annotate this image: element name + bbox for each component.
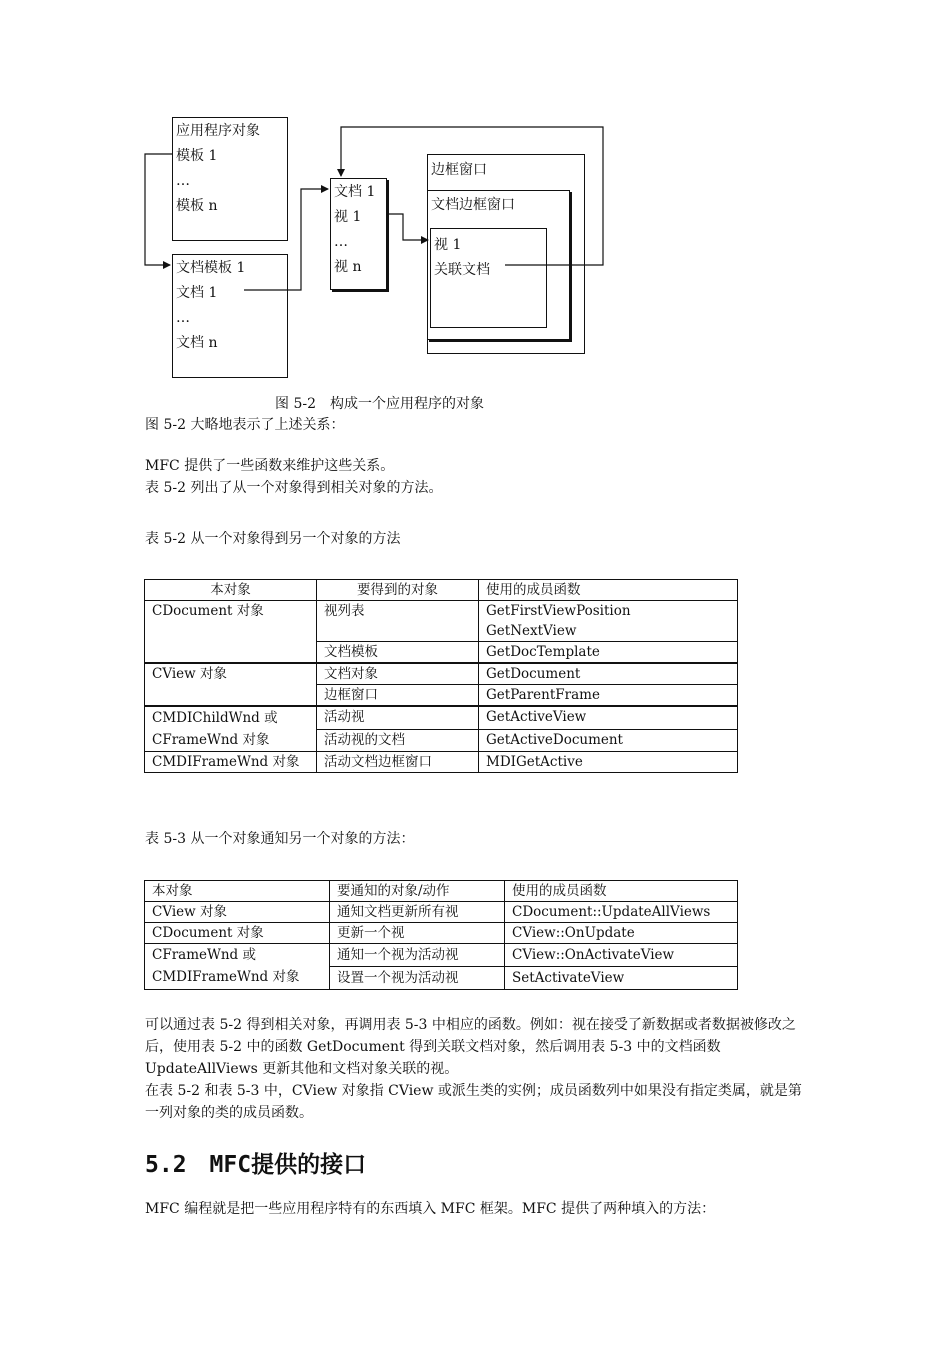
diagram-text: 模板 n xyxy=(176,198,218,214)
intro-line: 图 5-2 大略地表示了上述关系： xyxy=(145,417,345,433)
connector-view-to-viewbox xyxy=(387,214,428,240)
table-cell: GetActiveDocument xyxy=(479,729,738,751)
table-row xyxy=(145,706,738,729)
header-cell: 本对象 xyxy=(145,881,330,902)
diagram-text: 视 1 xyxy=(434,237,462,253)
object-methods-table xyxy=(144,579,738,773)
table-title: 表 5-2 从一个对象得到另一个对象的方法 xyxy=(145,531,401,547)
table-cell: GetDocument xyxy=(479,663,738,685)
intro-line: MFC 提供了一些函数来维护这些关系。 xyxy=(145,458,395,474)
table-header-row xyxy=(145,580,738,601)
table-cell: CView 对象 xyxy=(145,663,317,706)
table-cell: 活动视 xyxy=(317,706,479,729)
function-name: GetFirstViewPosition xyxy=(486,603,631,619)
table-row xyxy=(145,944,738,990)
cell-line: SetActivateView xyxy=(505,966,737,989)
connector-assoc-doc-to-document xyxy=(341,127,603,265)
table-cell: CMDIFrameWnd 对象 xyxy=(145,752,317,773)
table-row xyxy=(145,601,738,642)
header-cell: 要得到的对象 xyxy=(317,580,479,601)
cell-line: CMDIFrameWnd 对象 xyxy=(152,969,300,985)
table-cell: CDocument 对象 xyxy=(145,601,317,664)
diagram-text: 模板 1 xyxy=(176,148,218,164)
table-row xyxy=(145,902,738,923)
diagram-text: 应用程序对象 xyxy=(176,123,260,139)
table-cell: 边框窗口 xyxy=(317,685,479,707)
cell-line: CFrameWnd 对象 xyxy=(152,732,270,748)
cell-line: CView::OnActivateView xyxy=(512,947,675,963)
table-cell: 视列表 xyxy=(317,601,479,642)
intro-line: 表 5-2 列出了从一个对象得到相关对象的方法。 xyxy=(145,480,443,496)
cell-line: CMDIChildWnd 或 xyxy=(152,710,278,726)
table-row xyxy=(145,663,738,685)
section-text: MFC 编程就是把一些应用程序特有的东西填入 MFC 框架。MFC 提供了两种填入的方法： xyxy=(145,1201,716,1217)
table-cell: GetParentFrame xyxy=(479,685,738,707)
table-cell: GetActiveView xyxy=(479,706,738,729)
table-cell xyxy=(145,706,317,752)
table-cell: CDocument 对象 xyxy=(145,923,330,944)
table-cell: 通知文档更新所有视 xyxy=(330,902,505,923)
cell-line: 设置一个视为活动视 xyxy=(330,966,504,989)
diagram-text: 关联文档 xyxy=(434,262,490,278)
table-cell: 文档对象 xyxy=(317,663,479,685)
diagram-text: 文档模板 1 xyxy=(176,260,246,276)
table-title: 表 5-3 从一个对象通知另一个对象的方法： xyxy=(145,831,415,847)
table-cell: 活动文档边框窗口 xyxy=(317,752,479,773)
table-row xyxy=(145,923,738,944)
table-cell: CView 对象 xyxy=(145,902,330,923)
header-cell: 使用的成员函数 xyxy=(479,580,738,601)
header-cell: 本对象 xyxy=(145,580,317,601)
table-cell: 更新一个视 xyxy=(330,923,505,944)
table-cell xyxy=(330,944,505,990)
connector-template-to-doctemplate xyxy=(145,154,172,265)
diagram-text: 视 1 xyxy=(334,209,362,225)
object-notify-table xyxy=(144,880,738,990)
body-paragraph: 在表 5-2 和表 5-3 中，CView 对象指 CView 或派生类的实例；成员函数列中如果没有指定类属，就是第一列对象的类的成员函数。 xyxy=(145,1083,802,1121)
table-cell: 文档模板 xyxy=(317,642,479,664)
body-paragraph: 可以通过表 5-2 得到相关对象，再调用表 5-3 中相应的函数。例如：视在接受了新数据或者数据被修改之后，使用表 5-2 中的函数 GetDocument 得到关联文档对象，然后调用表 5-3 中的文档函数 UpdateAllViews 更新其他和文档对象关联的视。 xyxy=(145,1017,796,1077)
table-cell: GetDocTemplate xyxy=(479,642,738,664)
table-cell: MDIGetActive xyxy=(479,752,738,773)
table-cell xyxy=(505,944,738,990)
cell-line: CFrameWnd 或 xyxy=(152,947,256,963)
cell-line: 通知一个视为活动视 xyxy=(337,947,459,963)
header-cell: 使用的成员函数 xyxy=(505,881,738,902)
diagram-text: 文档边框窗口 xyxy=(431,197,515,213)
table-header-row xyxy=(145,881,738,902)
diagram-text: 边框窗口 xyxy=(431,162,487,178)
table-row xyxy=(145,752,738,773)
diagram-text: … xyxy=(334,234,348,250)
table-cell xyxy=(145,944,330,990)
connector-doc-to-document xyxy=(244,189,328,290)
diagram-text: 视 n xyxy=(334,259,362,275)
table-cell xyxy=(479,601,738,642)
diagram-text: … xyxy=(176,310,190,326)
table-cell: 活动视的文档 xyxy=(317,729,479,751)
table-cell: CView::OnUpdate xyxy=(505,923,738,944)
figure-caption: 图 5-2 构成一个应用程序的对象 xyxy=(275,396,484,412)
diagram-text: 文档 n xyxy=(176,335,218,351)
diagram-text: … xyxy=(176,173,190,189)
function-name: GetNextView xyxy=(486,623,577,639)
diagram-text: 文档 1 xyxy=(176,285,218,301)
diagram-text: 文档 1 xyxy=(334,184,376,200)
header-cell: 要通知的对象/动作 xyxy=(330,881,505,902)
diagram-connectors xyxy=(0,0,950,420)
table-cell: CDocument::UpdateAllViews xyxy=(505,902,738,923)
section-heading: 5.2 MFC提供的接口 xyxy=(145,1152,367,1178)
